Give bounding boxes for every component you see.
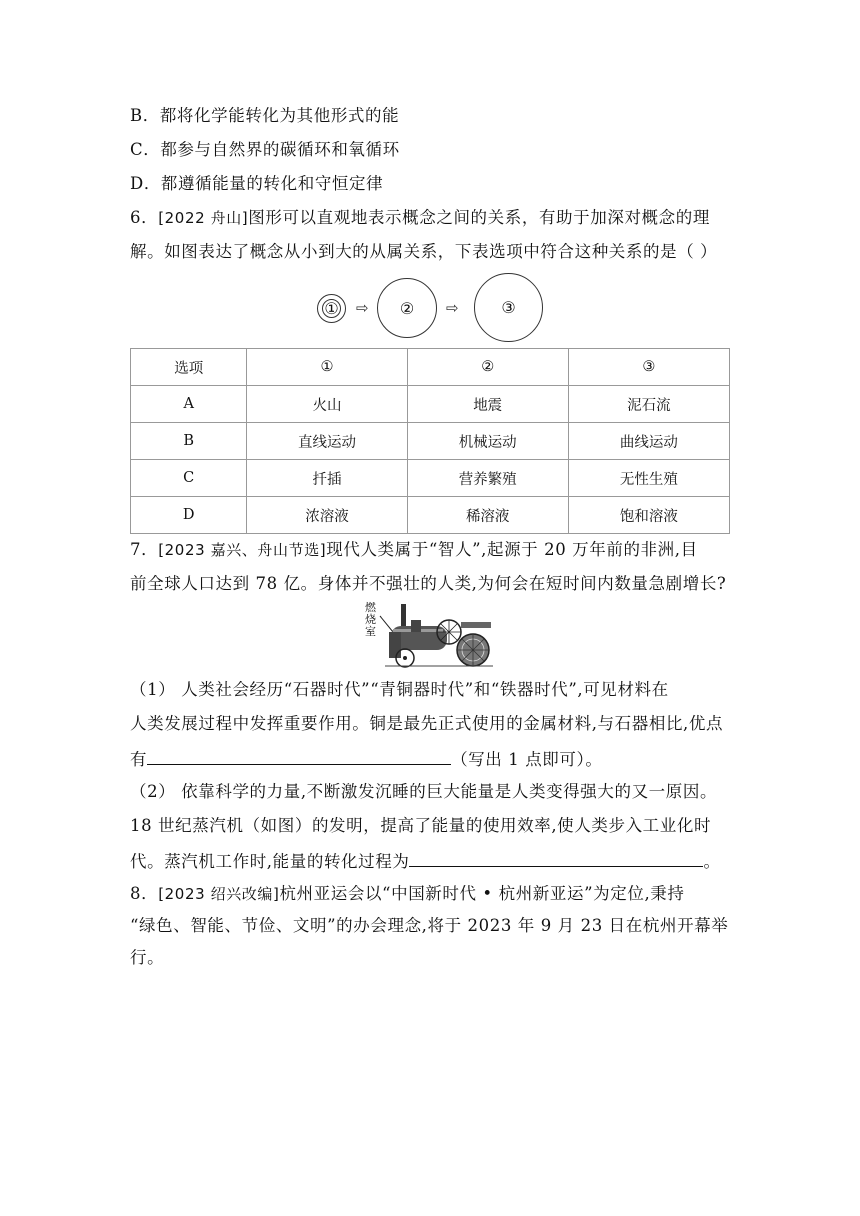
- answer-prefix: 有: [130, 750, 148, 769]
- question-8-line-3: 行。: [130, 948, 165, 967]
- question-6-line-1: [130, 206, 710, 230]
- table-cell: B: [131, 423, 247, 460]
- circle-3: [474, 273, 543, 342]
- table-row: [131, 497, 730, 534]
- circle-1-inner-ring: [322, 299, 341, 318]
- table-cell: 扦插: [247, 460, 407, 497]
- table-cell: 直线运动: [247, 423, 407, 460]
- question-source: [2022 舟山]: [158, 209, 249, 227]
- table-row: [131, 386, 730, 423]
- table-cell: 稀溶液: [407, 497, 568, 534]
- table-cell: A: [131, 386, 247, 423]
- answer-blank[interactable]: [409, 848, 703, 867]
- question-text: 杭州亚运会以“中国新时代 • 杭州新亚运”为定位,秉持: [279, 884, 685, 903]
- table-cell: D: [131, 497, 247, 534]
- question-7-part-2-line-3: [130, 848, 721, 874]
- question-6-line-2: 解。如图表达了概念从小到大的从属关系，下表选项中符合这种关系的是（ ）: [130, 242, 718, 261]
- answer-suffix: （写出 1 点即可）。: [451, 750, 603, 769]
- answer-prefix: 代。蒸汽机工作时,能量的转化过程为: [130, 852, 410, 871]
- circle-1-label: ①: [324, 299, 339, 318]
- question-7-part-1-line-3: [130, 746, 602, 772]
- question-7-part-1-line-1: （1） 人类社会经历“石器时代”“青铜器时代”和“铁器时代”,可见材料在: [130, 680, 669, 699]
- circle-2: [377, 278, 437, 338]
- table-cell: 火山: [247, 386, 407, 423]
- table-cell: C: [131, 460, 247, 497]
- arrow-icon: ⇨: [356, 299, 369, 317]
- table-cell: 营养繁殖: [407, 460, 568, 497]
- circle-3-label: ③: [501, 298, 516, 317]
- table-header-cell: 选项: [131, 349, 247, 386]
- steam-engine-figure: [365, 602, 495, 668]
- arrow-icon: ⇨: [446, 299, 459, 317]
- table-cell: 地震: [407, 386, 568, 423]
- question-text: 现代人类属于“智人”,起源于 20 万年前的非洲,目: [326, 540, 698, 559]
- option-b: B．都将化学能转化为其他形式的能: [130, 106, 400, 125]
- question-number: 8．: [130, 884, 159, 903]
- option-d: D．都遵循能量的转化和守恒定律: [130, 174, 384, 193]
- question-7-part-1-line-2: 人类发展过程中发挥重要作用。铜是最先正式使用的金属材料,与石器相比,优点: [130, 714, 724, 733]
- answer-suffix: 。: [703, 852, 721, 871]
- table-cell: 曲线运动: [568, 423, 729, 460]
- question-7-part-2-line-2: 18 世纪蒸汽机（如图）的发明，提高了能量的使用效率,使人类步入工业化时: [130, 816, 712, 835]
- combustion-chamber-label: 燃烧室: [365, 601, 376, 638]
- question-source: [2023 嘉兴、舟山节选]: [158, 541, 327, 559]
- table-header-cell: ③: [568, 349, 729, 386]
- table-header-cell: ②: [407, 349, 568, 386]
- table-cell: 机械运动: [407, 423, 568, 460]
- question-7-part-2-line-1: （2） 依靠科学的力量,不断激发沉睡的巨大能量是人类变得强大的又一原因。: [130, 782, 718, 801]
- question-source: [2023 绍兴改编]: [158, 885, 280, 903]
- steam-engine-image: [365, 602, 495, 668]
- option-c: C．都参与自然界的碳循环和氧循环: [130, 140, 400, 159]
- table-header-cell: ①: [247, 349, 407, 386]
- question-number: 7．: [130, 540, 159, 559]
- table-header-row: [131, 349, 730, 386]
- question-8-line-1: [130, 882, 685, 906]
- question-number: 6．: [130, 208, 159, 227]
- answer-blank[interactable]: [147, 746, 451, 765]
- circle-2-label: ②: [399, 298, 415, 318]
- question-7-line-2: 前全球人口达到 78 亿。身体并不强壮的人类,为何会在短时间内数量急剧增长?: [130, 574, 727, 593]
- question-8-line-2: “绿色、智能、节俭、文明”的办会理念,将于 2023 年 9 月 23 日在杭州开幕举: [130, 916, 729, 935]
- table-cell: 浓溶液: [247, 497, 407, 534]
- table-row: [131, 423, 730, 460]
- table-row: [131, 460, 730, 497]
- question-text: 图形可以直观地表示概念之间的关系，有助于加深对概念的理: [248, 208, 710, 227]
- question-7-line-1: [130, 538, 698, 562]
- table-cell: 饱和溶液: [568, 497, 729, 534]
- table-cell: 无性生殖: [568, 460, 729, 497]
- table-cell: 泥石流: [568, 386, 729, 423]
- options-table: [130, 348, 730, 534]
